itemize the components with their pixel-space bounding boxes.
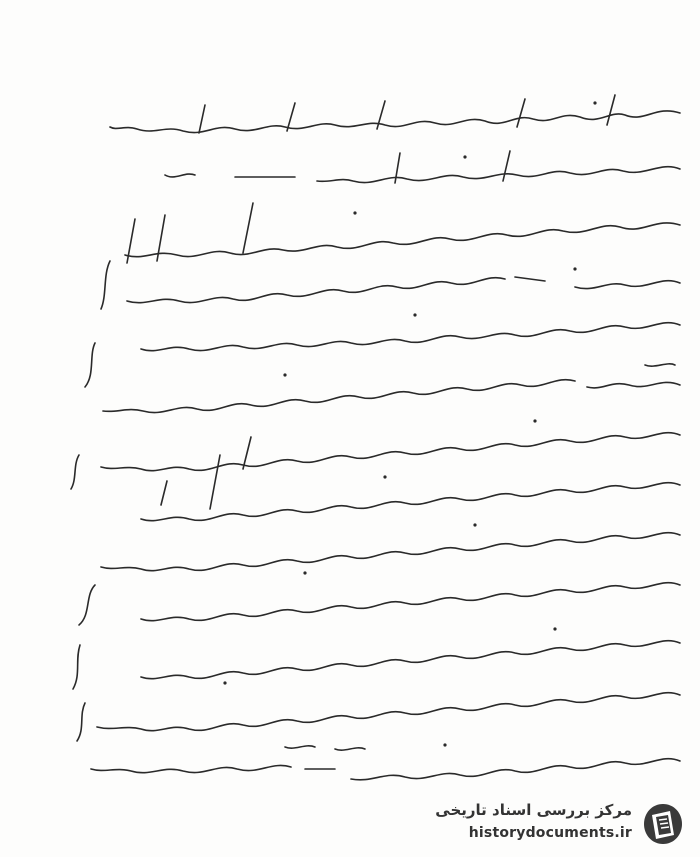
handwriting-image (55, 85, 685, 785)
archive-watermark (396, 797, 686, 853)
watermark-url: historydocuments.ir (468, 825, 632, 841)
document-archive-icon (640, 801, 686, 847)
handwritten-letter (55, 85, 685, 785)
watermark-title: مرکز بررسی اسناد تاریخی (435, 801, 632, 819)
